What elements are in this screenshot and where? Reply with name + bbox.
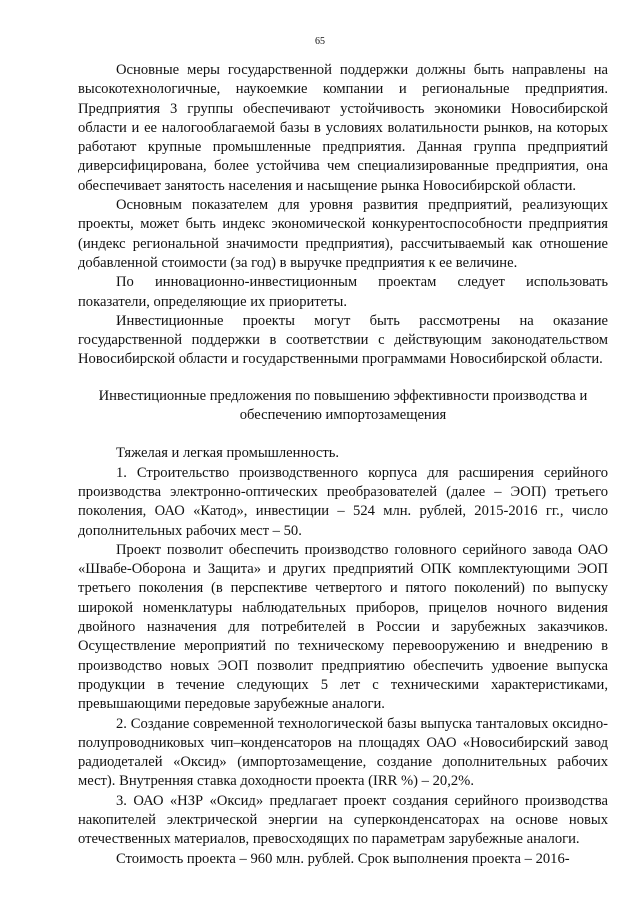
paragraph-project-cost: Стоимость проекта – 960 млн. рублей. Срок выполнения проекта – 2016-: [116, 850, 570, 867]
paragraph-item-1: 1. Строительство производственного корпуса для расширения серийного производства электронно-оптических преобразователей (далее – ЭОП) третьего поколения, ОАО «Катод», инвестиции – 524 млн. рублей, 2015-2016 гг., число дополнительных рабочих мест – 50.: [78, 464, 608, 539]
document-body: [78, 61, 608, 869]
paragraph-industry: Тяжелая и легкая промышленность.: [116, 445, 340, 462]
paragraph-project-description: Проект позволит обеспечить производство головного серийного завода ОАО «Швабе-Оборона и Защита» и других предприятий ОПК комплектующими ЭОП третьего поколения (в перспективе четвертого и пятого поколений) по выпуску широкой номенклатуры наблюдательных приборов, прицелов ночного видения двойного назначения для потребителей в России и зарубежных заказчиков. Осуществление мероприятий по техническому перевооружению и внедрению в производство новых ЭОП позволит предприятию обеспечить удвоение выпуска продукции в течение следующих 5 лет с техническими характеристиками, превышающими передовые зарубежные аналоги.: [78, 541, 608, 713]
paragraph-item-2: 2. Создание современной технологической базы выпуска танталовых оксидно-полупроводниковых чип–конденсаторов на площадях ОАО «Новосибирский завод радиодеталей «Оксид» (импортозамещение, создание дополнительных рабочих мест). Внутренняя ставка доходности проекта (IRR %) – 20,2%.: [78, 715, 608, 790]
section-heading: Инвестиционные предложения по повышению эффективности производства и обеспечению импортозамещения: [98, 387, 588, 424]
paragraph-investment-projects: Инвестиционные проекты могут быть рассмотрены на оказание государственной поддержки в соответствии с действующим законодательством Новосибирской области и государственными программами Новосибирской области.: [78, 312, 608, 368]
paragraph-innovation-projects: По инновационно-инвестиционным проектам следует использовать показатели, определяющие их приоритеты.: [78, 274, 608, 310]
paragraph-support-measures: Основные меры государственной поддержки должны быть направлены на высокотехнологичные, наукоемкие компании и региональные предприятия. Предприятия 3 группы обеспечивают устойчивость экономики Новосибирской области и ее налогооблагаемой базы в условиях волатильности рынков, на которых работают крупные промышленные предприятия. Данная группа предприятий диверсифицирована, более устойчива чем специализированные предприятия, она обеспечивает занятость населения и насыщение рынка Новосибирской области.: [78, 62, 608, 194]
paragraph-main-indicator: Основным показателем для уровня развития предприятий, реализующих проекты, может быть индекс экономической конкурентоспособности предприятия (индекс региональной значимости предприятия), рассчитываемый как отношение добавленной стоимости (за год) в выручке предприятия к ее величине.: [78, 197, 608, 271]
page-number: 65: [315, 36, 325, 47]
paragraph-item-3: 3. ОАО «НЗР «Оксид» предлагает проект создания серийного производства накопителей электрической энергии на суперконденсаторах на основе новых отечественных материалов, превосходящих по параметрам зарубежные аналоги.: [78, 792, 608, 848]
